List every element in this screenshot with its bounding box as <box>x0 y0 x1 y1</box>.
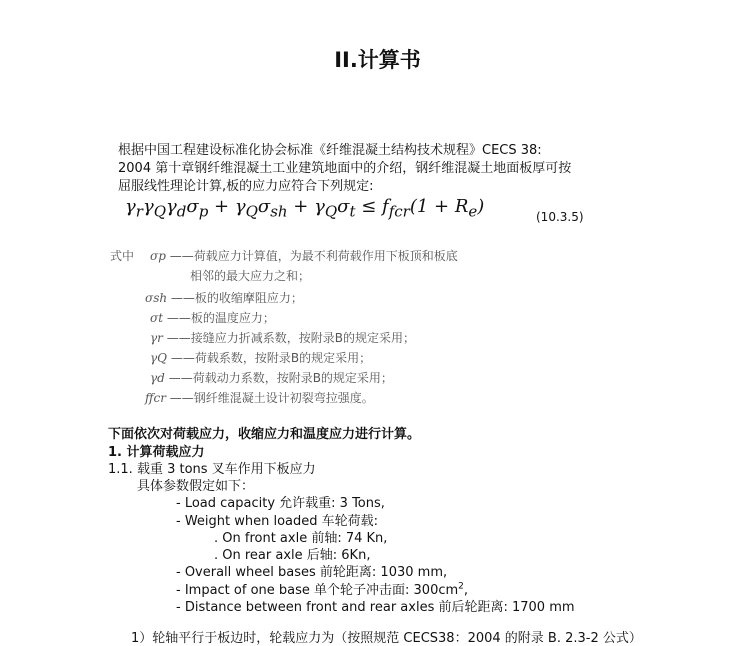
legend-symbol: γQ <box>150 351 168 365</box>
legend-text: ——荷载应力计算值，为最不利荷载作用下板顶和板底 <box>169 249 458 263</box>
legend-symbol: γr <box>150 331 163 345</box>
legend-text: ——板的收缩摩阻应力； <box>170 291 303 305</box>
legend-symbol: σt <box>150 311 164 325</box>
subsection-heading: 1.1. 载重 3 tons 叉车作用下板应力 <box>108 462 316 477</box>
legend-row <box>190 267 310 284</box>
legend-prefix: 式中 <box>110 249 135 263</box>
param-front-axle: . On front axle 前轴: 74 Kn, <box>214 531 388 546</box>
legend-text: ——接缝应力折减系数，按附录B的规定采用； <box>166 331 415 345</box>
formula-lhs: $\gamma_r\gamma_Q\gamma_d\sigma_p + \gamma_Q\sigma_{sh} + \gamma_Q\sigma_t \le f_{fcr}(1 + R_e)$ <box>125 196 485 221</box>
legend-row <box>150 329 415 346</box>
params-label: 具体参数假定如下： <box>137 479 255 494</box>
legend-symbol: σp <box>150 249 166 263</box>
legend-row <box>150 349 371 366</box>
legend-text: ——板的温度应力； <box>166 311 275 325</box>
param-impact-sup: 2 <box>458 581 464 592</box>
legend-row <box>150 309 275 326</box>
intro-line-1: 根据中国工程建设标准化协会标准《纤维混凝土结构技术规程》CECS 38: <box>118 143 542 158</box>
legend-row <box>150 369 393 386</box>
legend-symbol: ffcr <box>145 391 166 405</box>
param-impact-text: - Impact of one base 单个轮子冲击面: 300cm <box>176 583 459 598</box>
param-load: - Load capacity 允许载重: 3 Tons, <box>176 496 385 511</box>
legend-text: ——钢纤维混凝土设计初裂弯拉强度。 <box>169 391 374 405</box>
legend-row <box>150 247 458 264</box>
param-impact-tail: , <box>463 583 469 598</box>
formula <box>125 196 484 221</box>
param-weight: - Weight when loaded 车轮荷载: <box>176 514 379 529</box>
legend-symbol: γd <box>150 371 165 385</box>
legend-row <box>145 289 303 306</box>
section-heading: 1. 计算荷载应力 <box>108 445 205 460</box>
calc-intro: 下面依次对荷载应力，收缩应力和温度应力进行计算。 <box>108 427 421 442</box>
legend-text: ——荷载系数，按附录B的规定采用； <box>170 351 372 365</box>
equation-number: (10.3.5) <box>536 210 584 224</box>
page-title: II.计算书 <box>334 48 421 72</box>
legend-row <box>145 389 374 406</box>
intro-line-3: 屈服线性理论计算,板的应力应符合下列规定: <box>118 179 374 194</box>
intro-line-2: 2004 第十章钢纤维混凝土工业建筑地面中的介绍，钢纤维混凝土地面板厚可按 <box>118 161 572 176</box>
param-wheelbase: - Overall wheel bases 前轮距离: 1030 mm, <box>176 565 448 580</box>
legend-symbol: σsh <box>145 291 168 305</box>
param-distance: - Distance between front and rear axles 前后轮距离: 1700 mm <box>176 600 575 615</box>
param-rear-axle: . On rear axle 后轴: 6Kn, <box>214 548 371 563</box>
legend-text: 相邻的最大应力之和； <box>190 269 311 283</box>
note-1: 1）轮轴平行于板边时，轮载应力为（按照规范 CECS38：2004 的附录 B. 2.3-2 公式） <box>131 631 642 646</box>
legend-text: ——荷载动力系数，按附录B的规定采用； <box>168 371 393 385</box>
